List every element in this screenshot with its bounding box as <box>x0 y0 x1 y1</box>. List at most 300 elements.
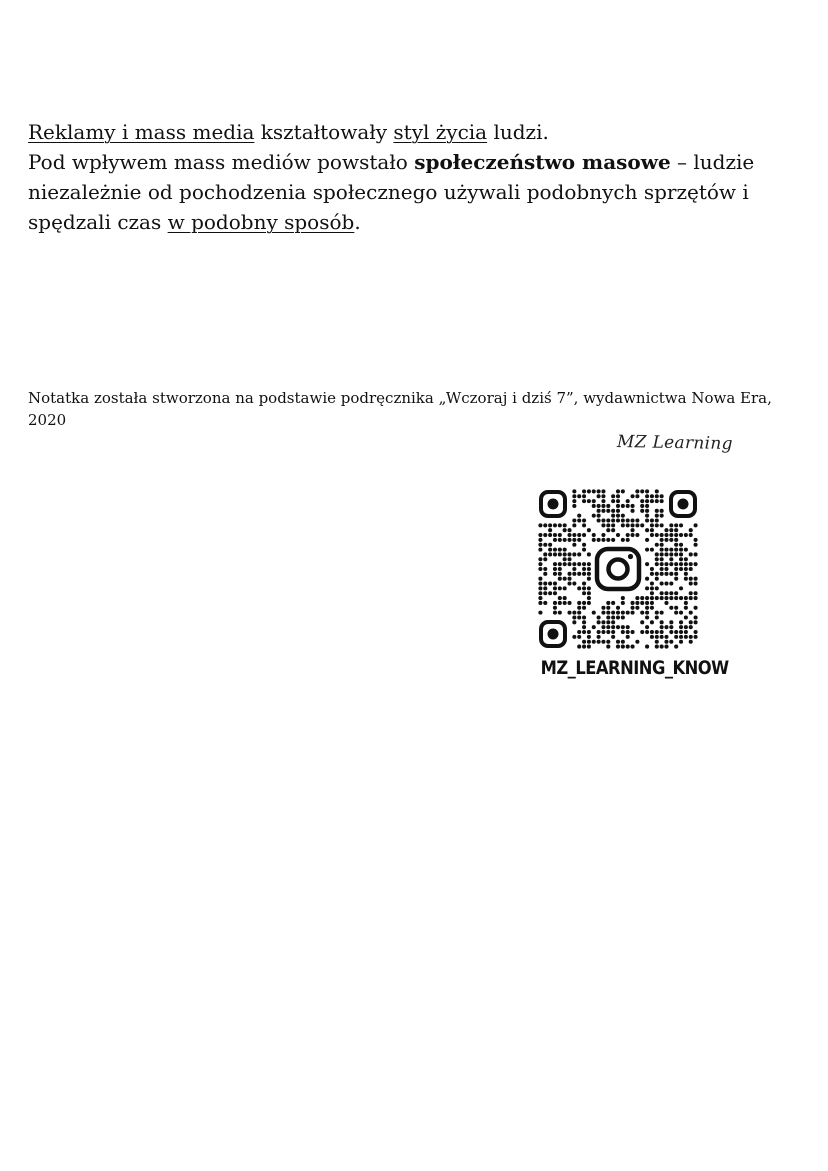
qr-module <box>582 640 586 644</box>
qr-module <box>572 504 576 508</box>
qr-module <box>577 601 581 605</box>
qr-module <box>684 625 688 629</box>
qr-module <box>679 557 683 561</box>
qr-module <box>660 538 664 542</box>
qr-module <box>597 494 601 498</box>
qr-module <box>689 582 693 586</box>
qr-module <box>664 572 668 576</box>
text-segment: kształtowały <box>254 120 394 144</box>
qr-module <box>694 630 698 634</box>
qr-module <box>655 572 659 576</box>
qr-module <box>563 586 567 590</box>
qr-module <box>611 518 615 522</box>
qr-module <box>572 611 576 615</box>
qr-module <box>664 528 668 532</box>
qr-module <box>553 601 557 605</box>
qr-module <box>679 596 683 600</box>
qr-module <box>669 572 673 576</box>
qr-module <box>582 494 586 498</box>
qr-module <box>553 548 557 552</box>
qr-module <box>694 538 698 542</box>
qr-module <box>684 606 688 610</box>
qr-module <box>669 548 673 552</box>
qr-module <box>655 518 659 522</box>
qr-module <box>650 523 654 527</box>
qr-module <box>587 630 591 634</box>
qr-module <box>684 577 688 581</box>
qr-module <box>543 523 547 527</box>
qr-module <box>669 640 673 644</box>
qr-module <box>660 630 664 634</box>
qr-module <box>558 562 562 566</box>
qr-module <box>611 601 615 605</box>
qr-module <box>606 504 610 508</box>
qr-module <box>572 635 576 639</box>
qr-module <box>655 533 659 537</box>
paragraph-2 <box>28 147 803 237</box>
qr-module <box>597 514 601 518</box>
qr-module <box>611 635 615 639</box>
qr-module <box>558 611 562 615</box>
qr-module <box>601 523 605 527</box>
qr-module <box>631 630 635 634</box>
qr-module <box>684 562 688 566</box>
qr-module <box>587 499 591 503</box>
qr-module <box>689 591 693 595</box>
qr-module <box>640 499 644 503</box>
qr-module <box>601 518 605 522</box>
text-segment: ludzi. <box>487 120 549 144</box>
qr-module <box>601 538 605 542</box>
qr-module <box>621 645 625 649</box>
qr-module <box>572 499 576 503</box>
qr-module <box>558 572 562 576</box>
qr-module <box>645 586 649 590</box>
qr-module <box>660 582 664 586</box>
qr-finder-top-left <box>541 492 565 516</box>
qr-module <box>572 533 576 537</box>
qr-module <box>572 543 576 547</box>
qr-module <box>645 606 649 610</box>
qr-module <box>689 596 693 600</box>
qr-module <box>616 615 620 619</box>
qr-module <box>558 552 562 556</box>
qr-module <box>582 586 586 590</box>
qr-module <box>655 557 659 561</box>
qr-module <box>597 518 601 522</box>
qr-module <box>548 528 552 532</box>
qr-module <box>606 523 610 527</box>
qr-module <box>689 640 693 644</box>
qr-module <box>597 630 601 634</box>
qr-module <box>645 596 649 600</box>
qr-module <box>669 596 673 600</box>
qr-module <box>645 562 649 566</box>
qr-module <box>674 552 678 556</box>
qr-module <box>684 548 688 552</box>
qr-module <box>611 620 615 624</box>
qr-module <box>674 567 678 571</box>
qr-module <box>597 620 601 624</box>
qr-module <box>601 630 605 634</box>
qr-module <box>674 548 678 552</box>
qr-module <box>572 582 576 586</box>
qr-finder-top-right <box>671 492 695 516</box>
qr-module <box>592 538 596 542</box>
qr-module <box>660 557 664 561</box>
qr-module <box>553 606 557 610</box>
qr-module <box>694 543 698 547</box>
qr-module <box>679 640 683 644</box>
qr-module <box>582 591 586 595</box>
qr-module <box>684 601 688 605</box>
qr-module <box>626 625 630 629</box>
qr-module <box>645 601 649 605</box>
qr-module <box>606 538 610 542</box>
qr-module <box>626 533 630 537</box>
qr-module <box>567 533 571 537</box>
qr-module <box>597 509 601 513</box>
qr-module <box>655 494 659 498</box>
qr-module <box>597 538 601 542</box>
qr-module <box>626 499 630 503</box>
qr-module <box>635 518 639 522</box>
qr-module <box>689 567 693 571</box>
source-note: Notatka została stworzona na podstawie podręcznika „Wczoraj i dziś 7”, wydawnictwa Nowa Era, 2020 <box>28 389 772 429</box>
qr-module <box>543 586 547 590</box>
qr-module <box>606 601 610 605</box>
qr-module <box>631 645 635 649</box>
qr-module <box>674 630 678 634</box>
qr-module <box>679 630 683 634</box>
qr-module <box>543 533 547 537</box>
qr-module <box>611 523 615 527</box>
qr-module <box>669 625 673 629</box>
qr-module <box>553 582 557 586</box>
qr-module <box>616 504 620 508</box>
qr-module <box>572 489 576 493</box>
qr-module <box>655 630 659 634</box>
qr-module <box>577 630 581 634</box>
qr-module <box>567 557 571 561</box>
qr-module <box>655 586 659 590</box>
qr-module <box>558 577 562 581</box>
qr-module <box>538 567 542 571</box>
qr-module <box>640 630 644 634</box>
qr-module <box>660 625 664 629</box>
qr-module <box>664 640 668 644</box>
qr-module <box>611 528 615 532</box>
qr-module <box>689 625 693 629</box>
qr-module <box>548 582 552 586</box>
qr-module <box>548 533 552 537</box>
qr-module <box>655 615 659 619</box>
qr-module <box>664 596 668 600</box>
qr-module <box>660 635 664 639</box>
instagram-icon <box>593 546 643 592</box>
qr-module <box>616 533 620 537</box>
qr-module <box>650 601 654 605</box>
qr-module <box>645 528 649 532</box>
qr-module <box>655 523 659 527</box>
qr-module <box>674 635 678 639</box>
qr-module <box>660 543 664 547</box>
qr-module <box>694 615 698 619</box>
qr-module <box>684 557 688 561</box>
qr-module <box>655 562 659 566</box>
paragraph-1 <box>28 117 803 147</box>
qr-module <box>601 620 605 624</box>
qr-module <box>597 640 601 644</box>
qr-module <box>563 528 567 532</box>
qr-module <box>635 606 639 610</box>
qr-module <box>694 582 698 586</box>
qr-module <box>538 582 542 586</box>
qr-module <box>572 538 576 542</box>
qr-module <box>572 615 576 619</box>
qr-module <box>577 611 581 615</box>
qr-module <box>664 533 668 537</box>
qr-module <box>650 533 654 537</box>
qr-module <box>621 518 625 522</box>
qr-module <box>587 635 591 639</box>
qr-module <box>684 572 688 576</box>
qr-module <box>553 538 557 542</box>
qr-module <box>587 586 591 590</box>
qr-module <box>606 630 610 634</box>
qr-module <box>631 533 635 537</box>
qr-module <box>563 596 567 600</box>
qr-module <box>553 562 557 566</box>
qr-module <box>631 523 635 527</box>
qr-module <box>606 509 610 513</box>
qr-module <box>674 562 678 566</box>
qr-module <box>553 523 557 527</box>
qr-module <box>621 504 625 508</box>
qr-module <box>679 567 683 571</box>
qr-module <box>660 494 664 498</box>
qr-module <box>684 533 688 537</box>
qr-module <box>592 489 596 493</box>
qr-module <box>645 509 649 513</box>
qr-module <box>567 552 571 556</box>
qr-module <box>616 606 620 610</box>
qr-module <box>606 645 610 649</box>
qr-module <box>650 572 654 576</box>
qr-module <box>567 601 571 605</box>
qr-module <box>558 567 562 571</box>
qr-module <box>582 499 586 503</box>
qr-module <box>650 494 654 498</box>
qr-module <box>669 630 673 634</box>
qr-module <box>645 538 649 542</box>
qr-module <box>645 625 649 629</box>
qr-module <box>587 596 591 600</box>
qr-module <box>655 499 659 503</box>
qr-module <box>621 601 625 605</box>
qr-module <box>592 499 596 503</box>
text-segment: Pod wpływem mass mediów powstało <box>28 150 415 174</box>
qr-module <box>694 523 698 527</box>
qr-module <box>645 645 649 649</box>
qr-module <box>616 499 620 503</box>
qr-module <box>645 577 649 581</box>
qr-module <box>635 494 639 498</box>
qr-module <box>660 548 664 552</box>
qr-finder-bottom-left <box>541 622 565 646</box>
qr-module <box>655 640 659 644</box>
qr-module <box>563 577 567 581</box>
qr-module <box>664 567 668 571</box>
qr-module <box>577 518 581 522</box>
qr-module <box>616 625 620 629</box>
qr-module <box>626 518 630 522</box>
qr-module <box>548 543 552 547</box>
qr-module <box>611 625 615 629</box>
qr-module <box>601 489 605 493</box>
qr-module <box>572 552 576 556</box>
qr-module <box>674 572 678 576</box>
qr-module <box>577 586 581 590</box>
text-segment: – ludzie niezależnie od pochodzenia społecznego używali podobnych sprzętów i spędzali czas <box>28 150 755 234</box>
qr-module <box>538 523 542 527</box>
qr-module <box>616 509 620 513</box>
qr-module <box>592 504 596 508</box>
qr-module <box>689 533 693 537</box>
qr-module <box>621 615 625 619</box>
qr-module <box>582 518 586 522</box>
qr-module <box>582 630 586 634</box>
qr-module <box>553 552 557 556</box>
qr-module <box>684 630 688 634</box>
qr-module <box>679 620 683 624</box>
qr-module <box>606 606 610 610</box>
qr-module <box>558 601 562 605</box>
qr-module <box>621 611 625 615</box>
qr-module <box>655 645 659 649</box>
qr-module <box>582 567 586 571</box>
qr-module <box>655 611 659 615</box>
qr-module <box>645 518 649 522</box>
qr-module <box>592 625 596 629</box>
qr-module <box>664 548 668 552</box>
qr-module <box>587 528 591 532</box>
qr-module <box>660 596 664 600</box>
qr-module <box>674 577 678 581</box>
qr-module <box>645 504 649 508</box>
qr-module <box>694 606 698 610</box>
qr-module <box>538 591 542 595</box>
qr-module <box>674 606 678 610</box>
qr-module <box>558 538 562 542</box>
qr-module <box>611 509 615 513</box>
qr-module <box>640 596 644 600</box>
qr-module <box>650 518 654 522</box>
qr-module <box>567 538 571 542</box>
qr-module <box>635 523 639 527</box>
qr-module <box>621 514 625 518</box>
qr-module <box>689 611 693 615</box>
qr-module <box>621 630 625 634</box>
qr-module <box>558 533 562 537</box>
qr-module <box>664 582 668 586</box>
qr-module <box>572 572 576 576</box>
qr-module <box>538 601 542 605</box>
qr-module <box>669 606 673 610</box>
qr-module <box>674 538 678 542</box>
qr-module <box>553 567 557 571</box>
qr-module <box>587 645 591 649</box>
qr-module <box>640 504 644 508</box>
qr-module <box>543 567 547 571</box>
qr-module <box>558 586 562 590</box>
qr-module <box>689 635 693 639</box>
qr-code <box>538 489 698 649</box>
qr-module <box>606 528 610 532</box>
qr-module <box>606 620 610 624</box>
qr-module <box>640 601 644 605</box>
qr-module <box>577 606 581 610</box>
qr-module <box>563 601 567 605</box>
qr-module <box>616 494 620 498</box>
qr-module <box>694 635 698 639</box>
qr-module <box>631 518 635 522</box>
qr-module <box>669 552 673 556</box>
qr-module <box>601 611 605 615</box>
qr-module <box>684 615 688 619</box>
qr-module <box>631 494 635 498</box>
qr-module <box>543 543 547 547</box>
qr-module <box>577 635 581 639</box>
qr-module <box>674 591 678 595</box>
qr-module <box>689 620 693 624</box>
qr-module <box>543 582 547 586</box>
qr-module <box>616 489 620 493</box>
qr-module <box>640 611 644 615</box>
qr-module <box>650 499 654 503</box>
qr-module <box>616 611 620 615</box>
qr-module <box>601 533 605 537</box>
qr-module <box>563 562 567 566</box>
qr-module <box>674 596 678 600</box>
qr-module <box>645 615 649 619</box>
qr-module <box>640 523 644 527</box>
qr-module <box>601 494 605 498</box>
qr-module <box>538 577 542 581</box>
qr-module <box>640 620 644 624</box>
qr-module <box>621 596 625 600</box>
qr-module <box>631 606 635 610</box>
qr-module <box>567 577 571 581</box>
qr-module <box>572 620 576 624</box>
qr-module <box>563 523 567 527</box>
qr-module <box>582 582 586 586</box>
qr-module <box>606 611 610 615</box>
qr-module <box>694 577 698 581</box>
qr-module <box>679 586 683 590</box>
qr-module <box>601 509 605 513</box>
qr-module <box>640 509 644 513</box>
qr-module <box>684 596 688 600</box>
qr-module <box>669 591 673 595</box>
qr-module <box>631 601 635 605</box>
qr-module <box>669 582 673 586</box>
qr-module <box>587 572 591 576</box>
qr-module <box>592 514 596 518</box>
qr-module <box>606 615 610 619</box>
qr-module <box>679 543 683 547</box>
qr-module <box>655 514 659 518</box>
